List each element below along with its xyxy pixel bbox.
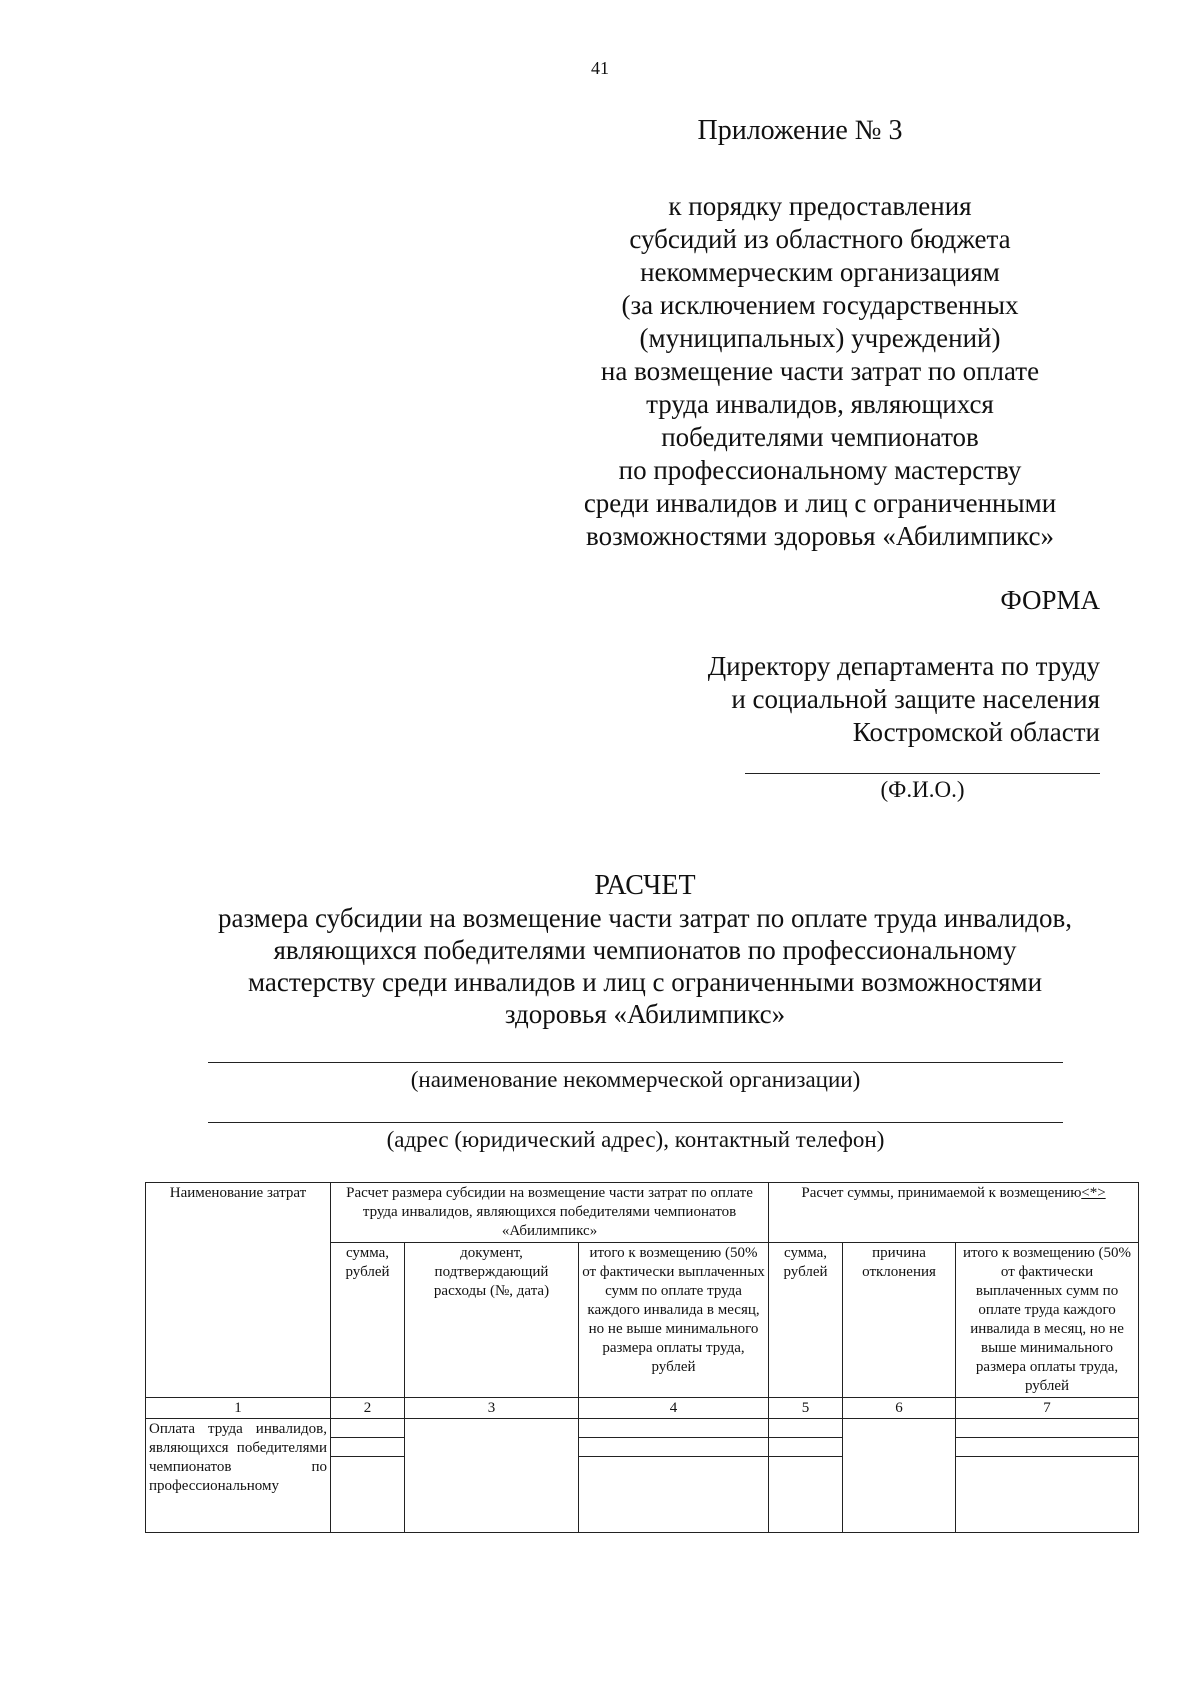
page-number: 41	[591, 58, 609, 78]
column-number: 1	[146, 1398, 331, 1419]
document-subtitle	[150, 902, 1140, 1030]
table-cell[interactable]	[956, 1438, 1139, 1457]
table-cell[interactable]	[843, 1419, 956, 1533]
column-number: 4	[579, 1398, 769, 1419]
fio-blank-line[interactable]	[745, 773, 1100, 774]
table-cell[interactable]	[405, 1419, 579, 1533]
order-line: среди инвалидов и лиц с ограниченными	[583, 488, 1057, 518]
column-number: 3	[405, 1398, 579, 1419]
header-cost-name: Наименование затрат	[146, 1183, 331, 1398]
subtitle-line: здоровья «Абилимпикс»	[504, 999, 786, 1029]
column-number: 5	[769, 1398, 843, 1419]
header-subsidy-calculation: Расчет размера субсидии на возмещение части затрат по оплате труда инвалидов, являющихся победителями чемпионатов «Абилимпикс»	[331, 1183, 769, 1243]
table-column-numbers-row	[146, 1398, 1139, 1419]
fio-label: (Ф.И.О.)	[880, 777, 965, 802]
order-line: (муниципальных) учреждений)	[639, 323, 1001, 353]
order-line: на возмещение части затрат по оплате	[600, 356, 1040, 386]
addressee-line: Костромской области	[852, 717, 1100, 747]
org-name-blank-line[interactable]	[208, 1062, 1063, 1063]
table-cell[interactable]	[769, 1457, 843, 1533]
table-cell[interactable]	[769, 1419, 843, 1438]
table-cell[interactable]	[769, 1438, 843, 1457]
subheader-sum: сумма, рублей	[331, 1243, 405, 1398]
table-header-row	[146, 1183, 1139, 1243]
table-cell[interactable]	[331, 1419, 405, 1438]
table-cell[interactable]	[956, 1419, 1139, 1438]
table-cell[interactable]	[579, 1438, 769, 1457]
subheader-total: итого к возмещению (50% от фактически выплаченных сумм по оплате труда каждого инвалида в месяц, но не выше минимального размера оплаты труда, рублей	[579, 1243, 769, 1398]
subheader-sum: сумма, рублей	[769, 1243, 843, 1398]
order-line: труда инвалидов, являющихся	[646, 389, 994, 419]
table-cell[interactable]	[331, 1457, 405, 1533]
addressee-block	[708, 650, 1100, 749]
subheader-document: документ, подтверждающий расходы (№, дата)	[405, 1243, 579, 1398]
form-label: ФОРМА	[1000, 585, 1100, 615]
subheader-deviation-reason: причина отклонения	[843, 1243, 956, 1398]
subtitle-line: мастерству среди инвалидов и лиц с ограниченными возможностями	[247, 967, 1043, 997]
table-cell[interactable]	[579, 1457, 769, 1533]
subtitle-line: размера субсидии на возмещение части затрат по оплате труда инвалидов,	[217, 903, 1073, 933]
row-label-wage-payment: Оплата труда инвалидов, являющихся победителями чемпионатов по профессиональному	[146, 1419, 331, 1533]
order-reference	[570, 190, 1070, 553]
appendix-title: Приложение № 3	[697, 115, 903, 146]
order-line: некоммерческим организациям	[640, 257, 1000, 287]
table-cell[interactable]	[579, 1419, 769, 1438]
order-line: возможностями здоровья «Абилимпикс»	[586, 521, 1054, 551]
org-name-label: (наименование некоммерческой организации)	[410, 1067, 861, 1092]
column-number: 2	[331, 1398, 405, 1419]
footnote-link[interactable]: <*>	[1081, 1185, 1106, 1201]
address-blank-line[interactable]	[208, 1122, 1063, 1123]
column-number: 6	[843, 1398, 956, 1419]
document-title: РАСЧЕТ	[594, 870, 696, 901]
address-label: (адрес (юридический адрес), контактный телефон)	[386, 1127, 885, 1152]
column-number: 7	[956, 1398, 1139, 1419]
order-line: субсидий из областного бюджета	[629, 224, 1011, 254]
addressee-line: Директору департамента по труду	[707, 651, 1100, 681]
header-reimbursement-calculation: Расчет суммы, принимаемой к возмещению <*>	[769, 1183, 1139, 1243]
subtitle-line: являющихся победителями чемпионатов по профессиональному	[273, 935, 1017, 965]
addressee-line: и социальной защите населения	[731, 684, 1100, 714]
calculation-table	[145, 1182, 1139, 1533]
table-cell[interactable]	[331, 1438, 405, 1457]
order-line: к порядку предоставления	[668, 191, 972, 221]
order-line: победителями чемпионатов	[661, 422, 979, 452]
table-cell[interactable]	[956, 1457, 1139, 1533]
order-line: (за исключением государственных	[621, 290, 1019, 320]
table-row	[146, 1419, 1139, 1438]
subheader-total: итого к возмещению (50% от фактически выплаченных сумм по оплате труда каждого инвалида в месяц, но не выше минимального размера оплаты труда, рублей	[956, 1243, 1139, 1398]
order-line: по профессиональному мастерству	[618, 455, 1022, 485]
